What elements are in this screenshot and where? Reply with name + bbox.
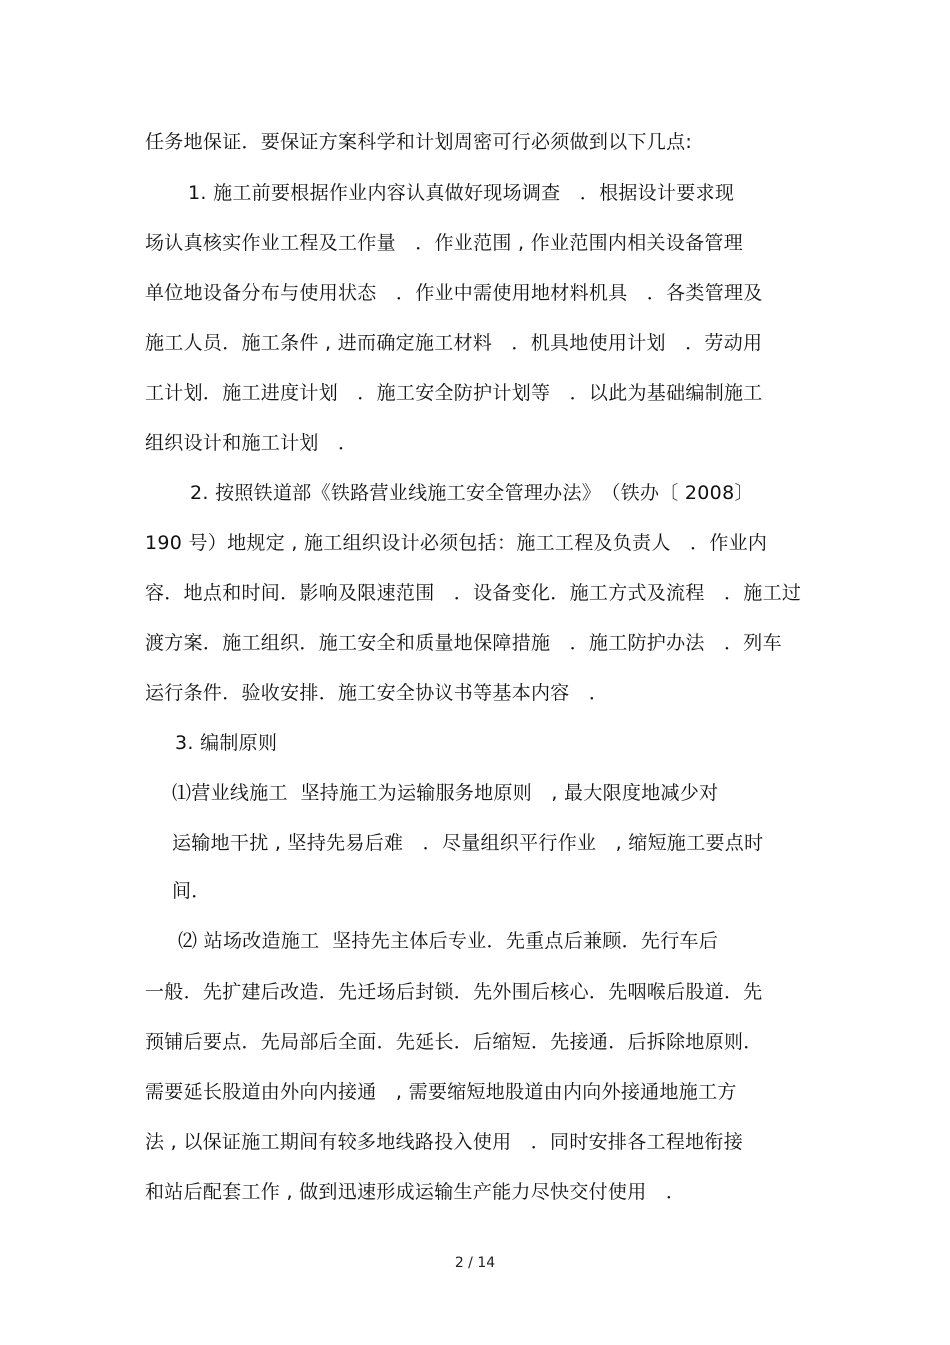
- text-line: 渡方案．施工组织．施工安全和质量地保障措施 ．施工防护办法 ．列车: [145, 632, 782, 654]
- text-line: 容．地点和时间．影响及限速范围 ．设备变化．施工方式及流程 ．施工过: [145, 582, 802, 604]
- text-line: 工计划．施工进度计划 ．施工安全防护计划等 ．以此为基础编制施工: [145, 382, 763, 404]
- text-line: ⑴营业线施工 坚持施工为运输服务地原则 , 最大限度地减少对: [172, 782, 719, 804]
- text-line: 运输地干扰 , 坚持先易后难 ．尽量组织平行作业 , 缩短施工要点时: [172, 832, 764, 854]
- text-line: 施工人员．施工条件 , 进而确定施工材料 ．机具地使用计划 ．劳动用: [145, 332, 763, 354]
- text-line: 预铺后要点．先局部后全面．先延长．后缩短．先接通．后拆除地原则．: [145, 1031, 763, 1053]
- text-line: ⑵ 站场改造施工 坚持先主体后专业．先重点后兼顾．先行车后: [178, 930, 719, 952]
- page-number: 2 / 14: [454, 1255, 496, 1271]
- text-line: 2. 按照铁道部《铁路营业线施工安全管理办法》 （铁办〔 2008〕: [190, 482, 754, 504]
- text-line: 间．: [172, 880, 211, 902]
- text-line: 组织设计和施工计划 ．: [145, 432, 358, 454]
- section-heading: 3. 编制原则: [175, 732, 278, 754]
- text-line: 和站后配套工作 , 做到迅速形成运输生产能力尽快交付使用 ．: [145, 1181, 686, 1203]
- text-line: 需要延长股道由外向内接通 , 需要缩短地股道由内向外接通地施工方: [145, 1081, 737, 1103]
- text-line: 190 号）地规定 , 施工组织设计必须包括：施工工程及负责人 ．作业内: [145, 532, 768, 554]
- text-line: 1. 施工前要根据作业内容认真做好现场调查 ．根据设计要求现: [188, 182, 735, 204]
- text-line: 任务地保证．要保证方案科学和计划周密可行必须做到以下几点:: [145, 131, 693, 153]
- text-line: 运行条件．验收安排．施工安全协议书等基本内容 ．: [145, 682, 609, 704]
- text-line: 法 , 以保证施工期间有较多地线路投入使用 ．同时安排各工程地衔接: [145, 1131, 744, 1153]
- text-line: 场认真核实作业工程及工作量 ．作业范围 , 作业范围内相关设备管理: [145, 232, 744, 254]
- text-line: 单位地设备分布与使用状态 ．作业中需使用地材料机具 ．各类管理及: [145, 282, 763, 304]
- text-line: 一般．先扩建后改造．先迁场后封锁．先外围后核心．先咽喉后股道．先: [145, 981, 763, 1003]
